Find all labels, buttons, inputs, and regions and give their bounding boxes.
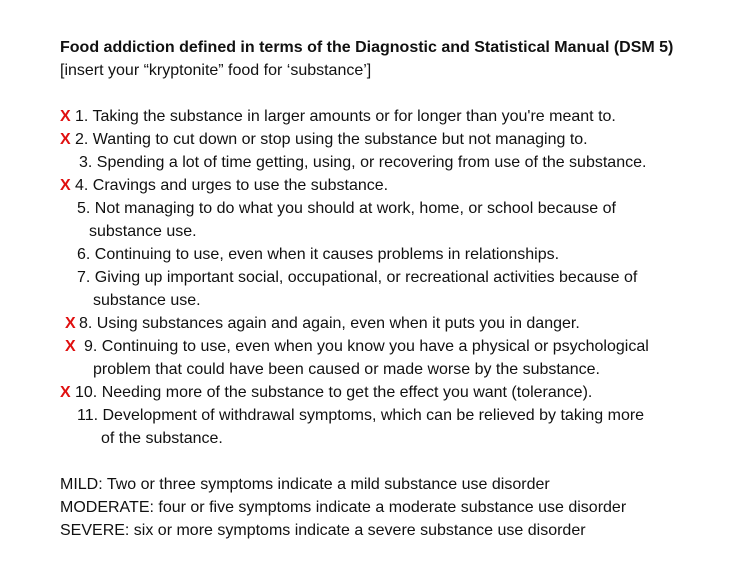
criterion-item-continuation: substance use.	[93, 292, 201, 309]
criterion-item: 2. Wanting to cut down or stop using the substance but not managing to.	[75, 131, 588, 148]
x-mark-icon: X	[65, 315, 76, 332]
criterion-item: 6. Continuing to use, even when it causes problems in relationships.	[77, 246, 560, 263]
x-mark-icon: X	[60, 108, 71, 125]
criterion-item: 5. Not managing to do what you should at work, home, or school because of	[77, 200, 616, 217]
document-title: Food addiction defined in terms of the Diagnostic and Statistical Manual (DSM 5)	[60, 39, 674, 56]
x-mark-icon: X	[60, 384, 71, 401]
criterion-item-continuation: of the substance.	[101, 430, 223, 447]
criterion-item: 8. Using substances again and again, even when it puts you in danger.	[79, 315, 580, 332]
criterion-item-continuation: substance use.	[89, 223, 197, 240]
criterion-item: 1. Taking the substance in larger amounts or for longer than you're meant to.	[75, 108, 616, 125]
criterion-item: 3. Spending a lot of time getting, using, or recovering from use of the substance.	[79, 154, 647, 171]
criterion-item: 4. Cravings and urges to use the substance.	[75, 177, 389, 194]
criterion-item: 10. Needing more of the substance to get the effect you want (tolerance).	[75, 384, 593, 401]
severity-level: MILD: Two or three symptoms indicate a mild substance use disorder	[60, 476, 550, 493]
document-subtitle: [insert your “kryptonite” food for ‘substance’]	[60, 62, 372, 79]
severity-level: SEVERE: six or more symptoms indicate a severe substance use disorder	[60, 522, 586, 539]
criterion-item: 11. Development of withdrawal symptoms, which can be relieved by taking more	[77, 407, 645, 424]
criterion-item: 7. Giving up important social, occupational, or recreational activities because of	[77, 269, 638, 286]
x-mark-icon: X	[65, 338, 76, 355]
x-mark-icon: X	[60, 177, 71, 194]
criterion-item-continuation: problem that could have been caused or made worse by the substance.	[93, 361, 600, 378]
criterion-item: 9. Continuing to use, even when you know you have a physical or psychological	[84, 338, 649, 355]
x-mark-icon: X	[60, 131, 71, 148]
severity-level: MODERATE: four or five symptoms indicate a moderate substance use disorder	[60, 499, 627, 516]
